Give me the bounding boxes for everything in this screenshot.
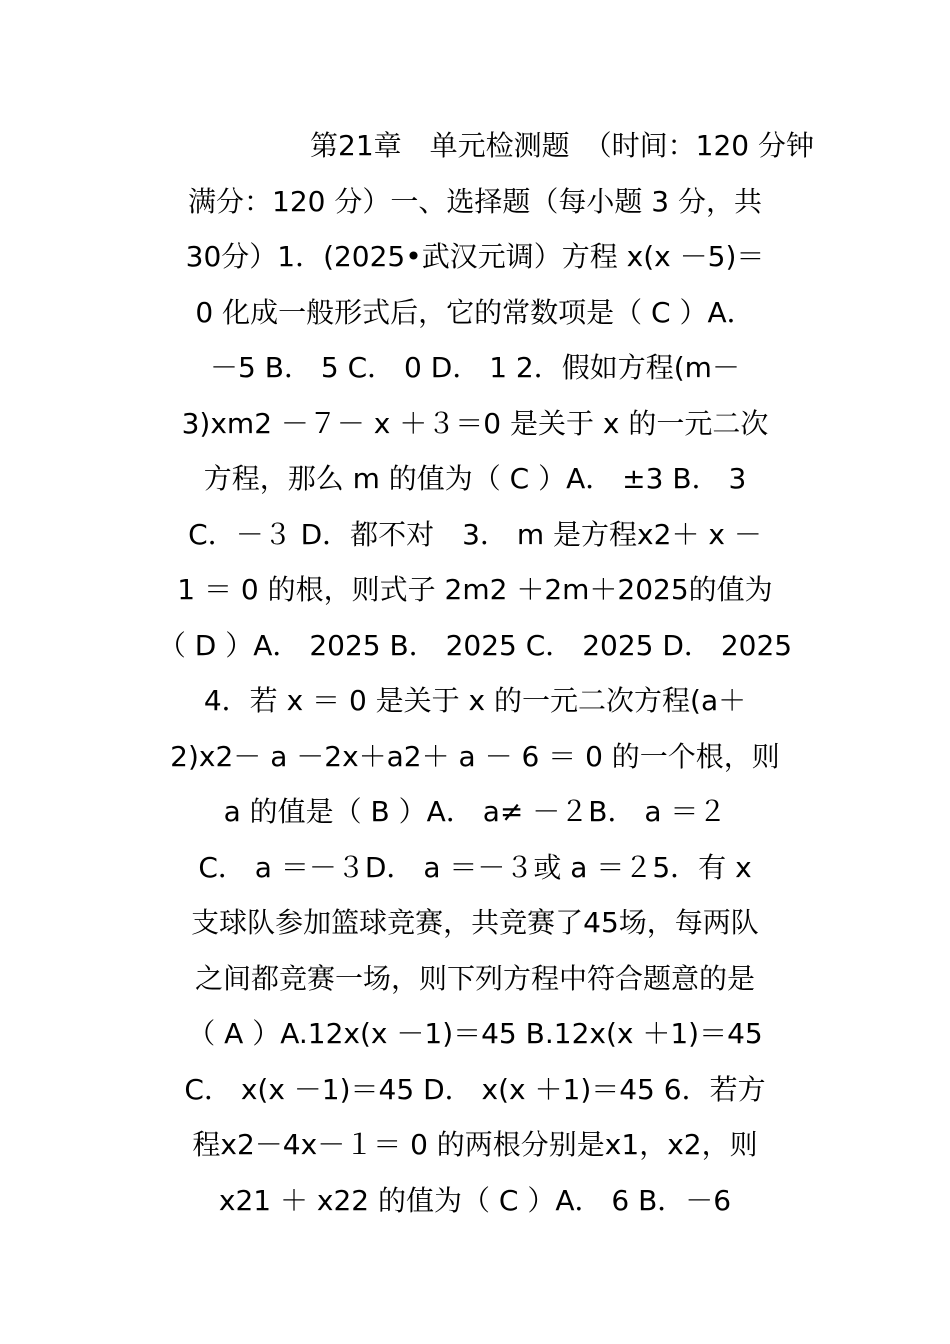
text-line: 支球队参加篮球竞赛，共竞赛了45场，每两队 <box>191 906 759 939</box>
text-line: C． a ＝－３D． a ＝－３或 a ＝２5．有 x <box>198 850 752 884</box>
text-line: a 的值是（ B ）A． a≠ －２B． a ＝２ <box>223 795 727 828</box>
text-line: 1 ＝ 0 的根，则式子 2m2 ＋2m＋2025的值为 <box>177 573 773 606</box>
text-line: 程x2－4x－１＝ 0 的两根分别是x1，x2，则 <box>192 1128 758 1161</box>
text-line: C．－３ D．都不对 3． m 是方程x2＋ x － <box>188 517 762 551</box>
text-line: －5 B． 5 C． 0 D． 1 2．假如方程(m－ <box>210 351 740 384</box>
text-line: 第21章 单元检测题 （时间：120 分钟 <box>310 129 814 162</box>
text-line: 4．若 x ＝ 0 是关于 x 的一元二次方程(a＋ <box>203 684 747 717</box>
text-line: 之间都竞赛一场，则下列方程中符合题意的是 <box>194 961 755 995</box>
text-line: 30分）1．(2025•武汉元调）方程 x(x －5)＝ <box>185 240 765 273</box>
text-line: 方程，那么 m 的值为（ C ）A． ±3 B． 3 <box>203 462 747 495</box>
text-line: 满分：120 分）一、选择题（每小题 3 分，共 <box>188 184 762 218</box>
text-line: （ A ）A.12x(x －1)＝45 B.12x(x ＋1)＝45 <box>187 1017 763 1050</box>
exam-text-block <box>130 118 820 1228</box>
text-line: （ D ）A． 2025 B． 2025 C． 2025 D． 2025 <box>157 628 793 662</box>
text-line: x21 ＋ x22 的值为（ C ）A． 6 B．－6 <box>218 1183 732 1217</box>
text-line: 3)xm2 －７－ x ＋３＝0 是关于 x 的一元二次 <box>181 406 769 440</box>
text-line: C． x(x －1)＝45 D． x(x ＋1)＝45 6．若方 <box>184 1072 766 1106</box>
text-line: 2)x2－ a －2x＋a2＋ a － 6 ＝ 0 的一个根，则 <box>170 739 780 773</box>
text-line: 0 化成一般形式后，它的常数项是（ C ）A． <box>195 295 755 329</box>
